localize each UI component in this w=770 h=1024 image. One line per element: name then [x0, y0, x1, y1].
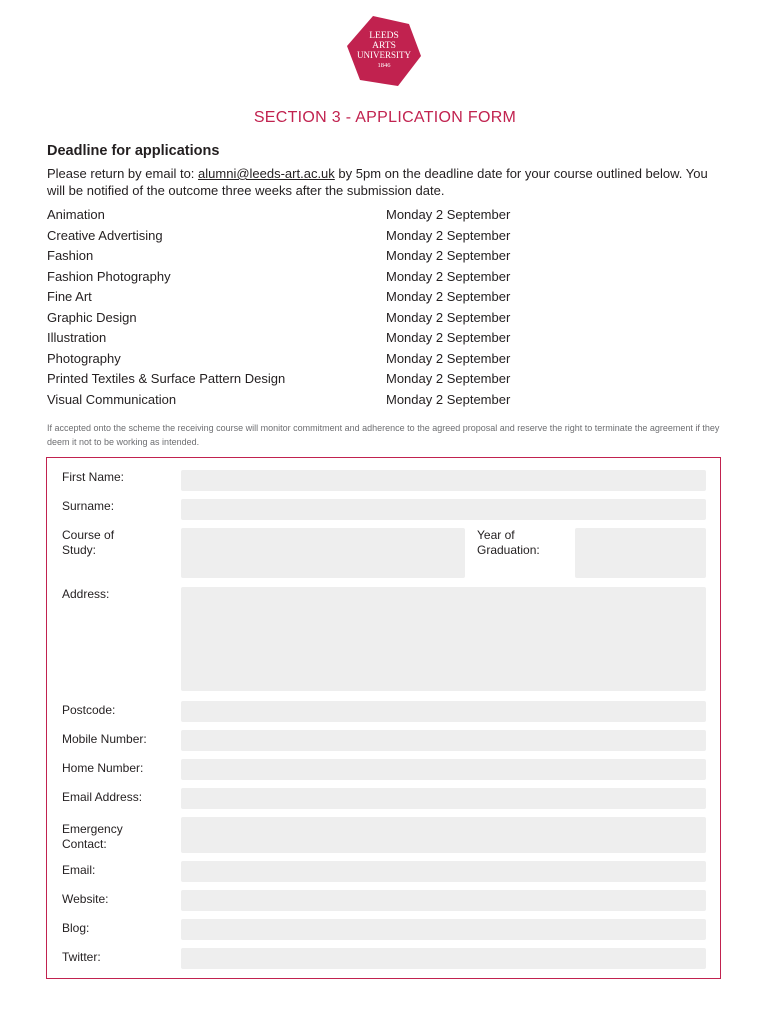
- blog-label: Blog:: [62, 921, 90, 935]
- course-name: Illustration: [47, 330, 107, 345]
- address-input[interactable]: [181, 587, 706, 691]
- course-name: Photography: [47, 350, 121, 366]
- twitter-label: Twitter:: [62, 950, 101, 964]
- emergency-contact-label-line-1: Emergency: [62, 822, 123, 836]
- course-name: Fashion Photography: [47, 268, 171, 284]
- course-deadline: Monday 2 September: [386, 350, 511, 366]
- logo-line-2: ARTS: [372, 41, 396, 51]
- course-name: Creative Advertising: [47, 227, 163, 243]
- blog-input[interactable]: [181, 919, 706, 940]
- year-of-graduation-label-line-1: Year of: [477, 528, 515, 542]
- surname-input[interactable]: [181, 499, 706, 520]
- address-label: Address:: [62, 587, 110, 601]
- course-row: [47, 267, 567, 288]
- first-name-input[interactable]: [181, 470, 706, 491]
- year-of-graduation-input[interactable]: [575, 528, 706, 578]
- course-deadline: Monday 2 September: [386, 207, 511, 222]
- mobile-number-label: Mobile Number:: [62, 732, 147, 746]
- logo-line-1: LEEDS: [369, 31, 399, 41]
- course-deadline-list: [47, 205, 567, 410]
- course-row: [47, 328, 567, 349]
- course-row: [47, 369, 567, 390]
- year-of-graduation-label: [477, 528, 540, 558]
- email-address-label: Email Address:: [62, 790, 143, 804]
- course-deadline: Monday 2 September: [386, 268, 511, 284]
- course-deadline: Monday 2 September: [386, 371, 511, 386]
- website-input[interactable]: [181, 890, 706, 911]
- course-deadline: Monday 2 September: [386, 289, 511, 304]
- postcode-label: Postcode:: [62, 703, 116, 717]
- emergency-contact-input[interactable]: [181, 817, 706, 853]
- course-deadline: Monday 2 September: [386, 330, 511, 345]
- emergency-email-input[interactable]: [181, 861, 706, 882]
- course-name: Animation: [47, 207, 105, 222]
- email-link[interactable]: alumni@leeds-art.ac.uk: [198, 166, 335, 181]
- course-of-study-label-line-1: Course of: [62, 528, 115, 542]
- twitter-input[interactable]: [181, 948, 706, 969]
- mobile-number-input[interactable]: [181, 730, 706, 751]
- course-deadline: Monday 2 September: [386, 248, 511, 263]
- intro-text-after: by 5pm on the deadline date for your course outlined below. You will be notified of the outcome three weeks after the submission date.: [47, 166, 708, 198]
- course-name: Printed Textiles & Surface Pattern Design: [47, 371, 286, 386]
- course-row: [47, 246, 567, 267]
- course-row: [47, 390, 567, 411]
- postcode-input[interactable]: [181, 701, 706, 722]
- university-logo: [346, 14, 422, 90]
- logo-seal-icon: [346, 14, 422, 90]
- course-row: [47, 308, 567, 329]
- emergency-contact-label: [62, 822, 123, 852]
- course-deadline: Monday 2 September: [386, 391, 511, 407]
- intro-text-before: Please return by email to:: [47, 166, 199, 181]
- year-of-graduation-label-line-2: Graduation:: [477, 543, 540, 557]
- course-name: Visual Communication: [47, 391, 177, 407]
- course-of-study-label: [62, 528, 114, 558]
- application-form: [46, 457, 721, 979]
- course-row: [47, 349, 567, 370]
- home-number-label: Home Number:: [62, 761, 144, 775]
- course-name: Graphic Design: [47, 309, 137, 325]
- deadline-heading: Deadline for applications: [47, 143, 220, 159]
- website-label: Website:: [62, 892, 109, 906]
- course-of-study-input[interactable]: [181, 528, 465, 578]
- course-of-study-label-line-2: Study:: [62, 543, 97, 557]
- logo-line-4: 1846: [377, 62, 391, 69]
- course-row: [47, 226, 567, 247]
- course-name: Fashion: [47, 248, 94, 263]
- emergency-contact-label-line-2: Contact:: [62, 837, 107, 851]
- terms-note: If accepted onto the scheme the receiving course will monitor commitment and adherence to the agreed proposal and reserve the right to terminate the agreement if they deem it not to be working as intended.: [47, 423, 720, 447]
- home-number-input[interactable]: [181, 759, 706, 780]
- course-name: Fine Art: [47, 289, 92, 304]
- course-row: [47, 287, 567, 308]
- first-name-label: First Name:: [62, 470, 125, 484]
- email-address-input[interactable]: [181, 788, 706, 809]
- intro-paragraph: [47, 165, 727, 199]
- course-row: [47, 205, 567, 226]
- course-deadline: Monday 2 September: [386, 309, 511, 325]
- logo-line-3: UNIVERSITY: [357, 50, 411, 60]
- course-deadline: Monday 2 September: [386, 227, 511, 243]
- emergency-email-label: Email:: [62, 863, 96, 877]
- section-title: SECTION 3 - APPLICATION FORM: [253, 109, 517, 126]
- surname-label: Surname:: [62, 499, 115, 513]
